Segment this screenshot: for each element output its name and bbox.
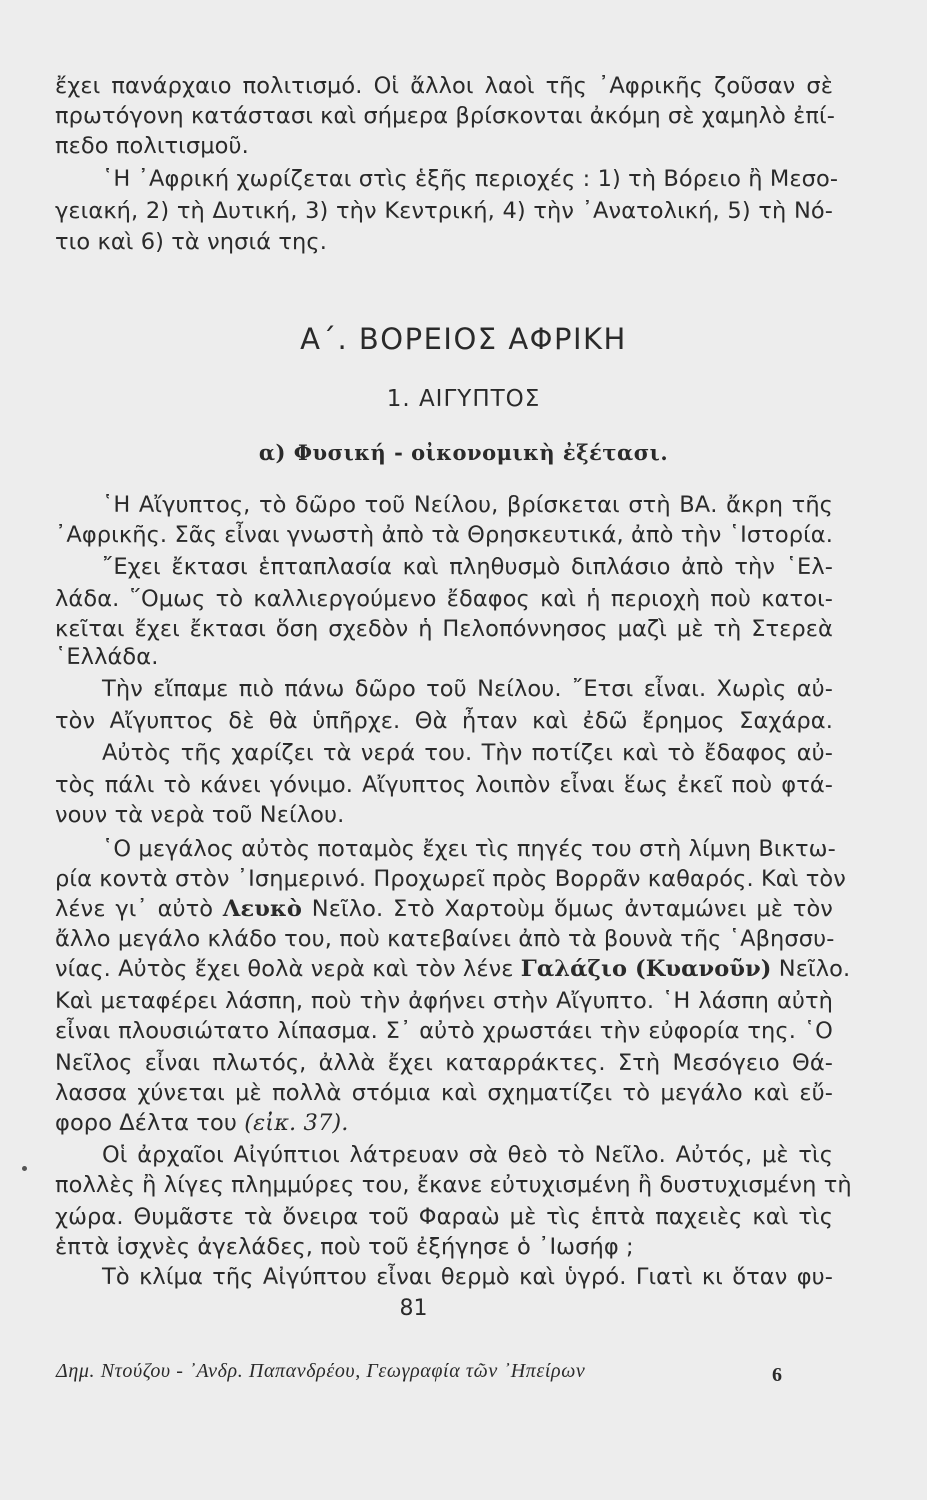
part-heading: Α΄. ΒΟΡΕΙΟΣ ΑΦΡΙΚΗ — [300, 322, 627, 356]
text-line-13: Τὴν εἴπαμε πιὸ πάνω δῶρο τοῦ Νείλου. ῎Ετσι εἶναι. Χωρὶς αὐ- — [102, 676, 833, 702]
text-line-23: Καὶ μεταφέρει λάσπη, ποὺ τὴν ἀφήνει στὴν Αἴγυπτο. ῾Η λάσπη αὐτὴ — [55, 988, 833, 1014]
text-line-19: ρία κοντὰ στὸν ᾿Ισημερινό. Προχωρεῖ πρὸς Βορρᾶν καθαρός. Καὶ τὸν — [55, 866, 846, 892]
chapter-heading: 1. ΑΙΓΥΠΤΟΣ — [386, 386, 541, 412]
text-fragment: φορο Δέλτα του — [55, 1110, 237, 1136]
text-line-7: ῾Η Αἴγυπτος, τὸ δῶρο τοῦ Νείλου, βρίσκεται στὴ ΒΑ. ἄκρη τῆς — [102, 492, 833, 518]
text-line-9: ῎Εχει ἔκτασι ἑπταπλασία καὶ πληθυσμὸ διπλάσιο ἀπὸ τὴν ῾Ελ- — [102, 554, 833, 580]
section-heading: α) Φυσική - οἰκονομικὴ ἐξέτασι. — [258, 440, 669, 465]
text-line-10: λάδα. ῞Ομως τὸ καλλιεργούμενο ἔδαφος καὶ ἡ περιοχὴ ποὺ κατοι- — [55, 586, 833, 612]
text-fragment: λένε γι᾿ αὐτὸ — [55, 896, 214, 922]
text-line-21: ἄλλο μεγάλο κλάδο του, ποὺ κατεβαίνει ἀπὸ τὰ βουνὰ τῆς ῾Αβησσυ- — [55, 926, 835, 952]
text-fragment: Νεῖλο. Στὸ Χαρτοὺμ ὅμως ἀνταμώνει μὲ τὸν — [311, 896, 833, 922]
text-fragment: Νεῖλο. — [778, 956, 851, 982]
text-line-31: ἑπτὰ ἰσχνὲς ἀγελάδες, ποὺ τοῦ ἐξήγησε ὁ ᾿Ιωσήφ ; — [55, 1234, 634, 1260]
text-line-12: ῾Ελλάδα. — [55, 644, 159, 670]
text-line-11: κεῖται ἔχει ἔκτασι ὅση σχεδὸν ἡ Πελοπόννησος μαζὶ μὲ τὴ Στερεὰ — [55, 616, 833, 642]
figure-reference: (εἰκ. 37). — [244, 1110, 349, 1136]
text-line-16: τὸς πάλι τὸ κάνει γόνιμο. Αἴγυπτος λοιπὸν εἶναι ἕως ἐκεῖ ποὺ φτά- — [55, 772, 833, 798]
text-line-5: γειακή, 2) τὴ Δυτική, 3) τὴν Κεντρική, 4) τὴν ᾿Ανατολική, 5) τὴ Νό- — [55, 198, 833, 224]
text-line-1: ἔχει πανάρχαιο πολιτισμό. Οἱ ἄλλοι λαοὶ τῆς ᾿Αφρικῆς ζοῦσαν σὲ — [55, 73, 833, 99]
sheet-number: 6 — [772, 1364, 782, 1386]
bold-term-lefko: Λευκὸ — [222, 896, 303, 922]
text-fragment: νίας. Αὐτὸς ἔχει θολὰ νερὰ καὶ τὸν λένε — [55, 956, 514, 982]
text-line-18: ῾Ο μεγάλος αὐτὸς ποταμὸς ἔχει τὶς πηγές του στὴ λίμνη Βικτω- — [102, 836, 836, 862]
text-line-24: εἶναι πλουσιώτατο λίπασμα. Σ᾿ αὐτὸ χρωστάει τὴν εὐφορία της. ῾Ο — [55, 1018, 833, 1044]
text-line-29: πολλὲς ἢ λίγες πλημμύρες του, ἔκανε εὐτυχισμένη ἢ δυστυχισμένη τὴ — [55, 1172, 852, 1198]
page-number: 81 — [399, 1296, 428, 1321]
text-line-15: Αὐτὸς τῆς χαρίζει τὰ νερά του. Τὴν ποτίζει καὶ τὸ ἔδαφος αὐ- — [102, 740, 833, 766]
text-line-27 — [55, 1108, 833, 1138]
margin-mark — [22, 1166, 27, 1171]
footer-citation: Δημ. Ντούζου - ᾿Ανδρ. Παπανδρέου, Γεωγραφία τῶν ᾿Ηπείρων — [56, 1360, 586, 1382]
text-line-32: Τὸ κλίμα τῆς Αἰγύπτου εἶναι θερμὸ καὶ ὑγρό. Γιατὶ κι ὅταν φυ- — [102, 1264, 833, 1290]
text-line-22 — [55, 954, 851, 984]
text-line-6: τιο καὶ 6) τὰ νησιά της. — [55, 229, 327, 255]
text-line-20 — [55, 894, 833, 924]
text-line-17: νουν τὰ νερὰ τοῦ Νείλου. — [55, 802, 345, 828]
text-line-30: χώρα. Θυμᾶστε τὰ ὄνειρα τοῦ Φαραὼ μὲ τὶς ἑπτὰ παχειὲς καὶ τὶς — [55, 1204, 833, 1230]
text-line-26: λασσα χύνεται μὲ πολλὰ στόμια καὶ σχηματίζει τὸ μεγάλο καὶ εὔ- — [55, 1080, 833, 1106]
text-line-28: Οἱ ἀρχαῖοι Αἰγύπτιοι λάτρευαν σὰ θεὸ τὸ Νεῖλο. Αὐτός, μὲ τὶς — [102, 1142, 833, 1168]
text-line-14: τὸν Αἴγυπτος δὲ θὰ ὑπῆρχε. Θὰ ἦταν καὶ ἐδῶ ἔρημος Σαχάρα. — [55, 708, 833, 734]
text-line-3: πεδο πολιτισμοῦ. — [55, 133, 249, 159]
text-line-2: πρωτόγονη κατάστασι καὶ σήμερα βρίσκονται ἀκόμη σὲ χαμηλὸ ἐπί- — [55, 103, 835, 129]
text-line-8: ᾿Αφρικῆς. Σᾶς εἶναι γνωστὴ ἀπὸ τὰ Θρησκευτικά, ἀπὸ τὴν ῾Ιστορία. — [55, 522, 833, 548]
text-line-25: Νεῖλος εἶναι πλωτός, ἀλλὰ ἔχει καταρράκτες. Στὴ Μεσόγειο Θά- — [55, 1050, 833, 1076]
text-line-4: ῾Η ᾿Αφρική χωρίζεται στὶς ἑξῆς περιοχές : 1) τὴ Βόρειο ἢ Μεσο- — [102, 166, 839, 192]
bold-term-galazio: Γαλάζιο (Κυανοῦν) — [520, 956, 772, 982]
